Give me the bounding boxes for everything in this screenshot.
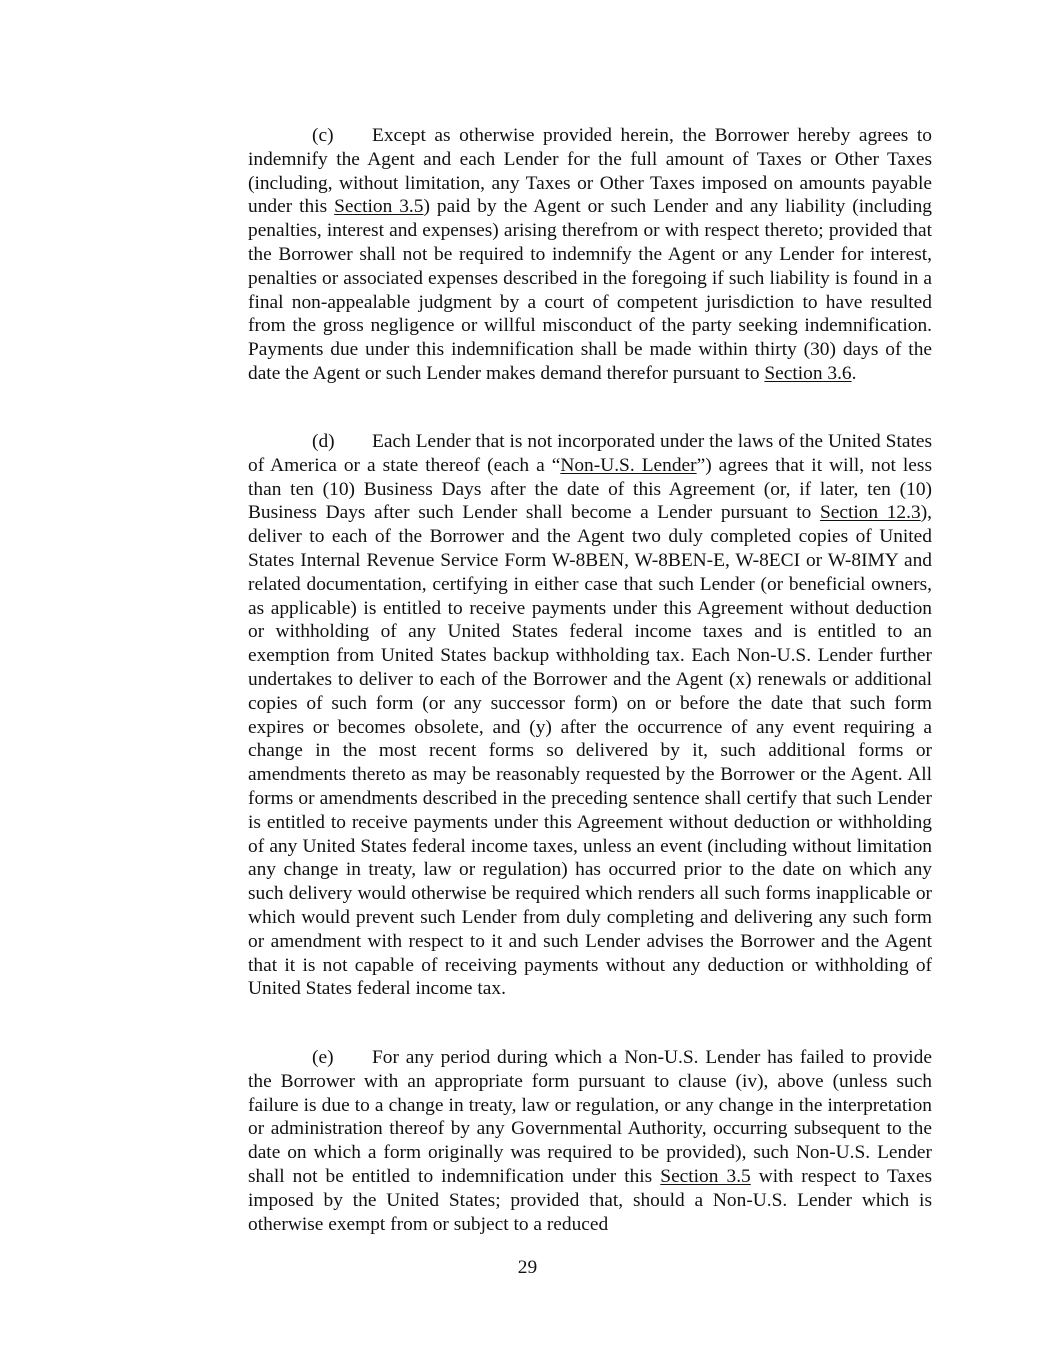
paragraph-d-text-3: ), deliver to each of the Borrower and the Agent two duly completed copies of United States Internal Revenue Service Form W-8BEN, W-8BEN-E, W-8ECI or W-8IMY and related documentation, certifying in either case that such Lender (or beneficial owners, as applicable) is entitled to receive payments under this Agreement without deduction or withholding of any United States federal income taxes and is entitled to an exemption from United States backup withholding tax. Each Non-U.S. Lender further undertakes to deliver to each of the Borrower and the Agent (x) renewals or additional copies of such form (or any successor form) on or before the date that such form expires or becomes obsolete, and (y) after the occurrence of any event requiring a change in the most recent forms so delivered by it, such additional forms or amendments thereto as may be reasonably requested by the Borrower or the Agent. All forms or amendments described in the preceding sentence shall certify that such Lender is entitled to receive payments under this Agreement without deduction or withholding of any United States federal income taxes, unless an event (including without limitation any change in treaty, law or regulation) has occurred prior to the date on which any such delivery would otherwise be required which renders all such forms inapplicable or which would prevent such Lender from duly completing and delivering any such form or amendment with respect to it and such Lender advises the Borrower and the Agent that it is not capable of receiving payments without any deduction or withholding of United States federal income tax. xyxy=(248,502,932,1000)
paragraph-e-body xyxy=(248,1046,932,1236)
paragraph-d-text-1: Each Lender that is not incorporated under the laws of the United States of America or a state thereof (each a “ xyxy=(248,431,932,476)
paragraph-c xyxy=(248,124,932,386)
paragraph-d-body xyxy=(248,430,932,1001)
defined-term-non-us-lender: Non-U.S. Lender xyxy=(560,454,697,476)
paragraph-d-text-2: ”) agrees that it will, not less than ten (10) Business Days after the date of this Agreement (or, if later, ten (10) Business Days after such Lender shall become a Lender pursuant to xyxy=(248,454,933,524)
paragraph-c-text-2: ) paid by the Agent or such Lender and any liability (including penalties, interest and expenses) arising therefrom or with respect thereto; provided that the Borrower shall not be required to indemnify the Agent or any Lender for interest, penalties or associated expenses described in the foregoing if such liability is found in a final non-appealable judgment by a court of competent jurisdiction to have resulted from the gross negligence or willful misconduct of the party seeking indemnification. Payments due under this indemnification shall be made within thirty (30) days of the date the Agent or such Lender makes demand therefor pursuant to xyxy=(248,196,932,384)
page-number: 29 xyxy=(517,1257,538,1278)
paragraph-d xyxy=(248,430,932,1001)
paragraph-e xyxy=(248,1046,932,1236)
paragraph-e-text-2: with respect to Taxes imposed by the United States; provided that, should a Non-U.S. Lender which is otherwise exempt from or subject to a reduced xyxy=(248,1165,932,1235)
paragraph-d-label: (d) xyxy=(312,431,335,452)
paragraph-c-text-1: Except as otherwise provided herein, the Borrower hereby agrees to indemnify the Agent and each Lender for the full amount of Taxes or Other Taxes (including, without limitation, any Taxes or Other Taxes imposed on amounts payable under this xyxy=(248,125,932,218)
section-reference-link[interactable]: Section 3.5 xyxy=(334,196,424,218)
paragraph-c-body xyxy=(248,124,932,386)
section-reference-link[interactable]: Section 12.3 xyxy=(819,502,921,524)
section-reference-link[interactable]: Section 3.5 xyxy=(660,1165,751,1187)
paragraph-c-text-3: . xyxy=(851,362,857,384)
section-reference-link[interactable]: Section 3.6 xyxy=(764,362,852,384)
paragraph-e-label: (e) xyxy=(312,1047,334,1068)
paragraph-e-text-1: For any period during which a Non-U.S. Lender has failed to provide the Borrower with an appropriate form pursuant to clause (iv), above (unless such failure is due to a change in treaty, law or regulation, or any change in the interpretation or administration thereof by any Governmental Authority, occurring subsequent to the date on which a form originally was required to be provided), such Non-U.S. Lender shall not be entitled to indemnification under this xyxy=(248,1047,932,1187)
paragraph-c-label: (c) xyxy=(312,125,334,146)
